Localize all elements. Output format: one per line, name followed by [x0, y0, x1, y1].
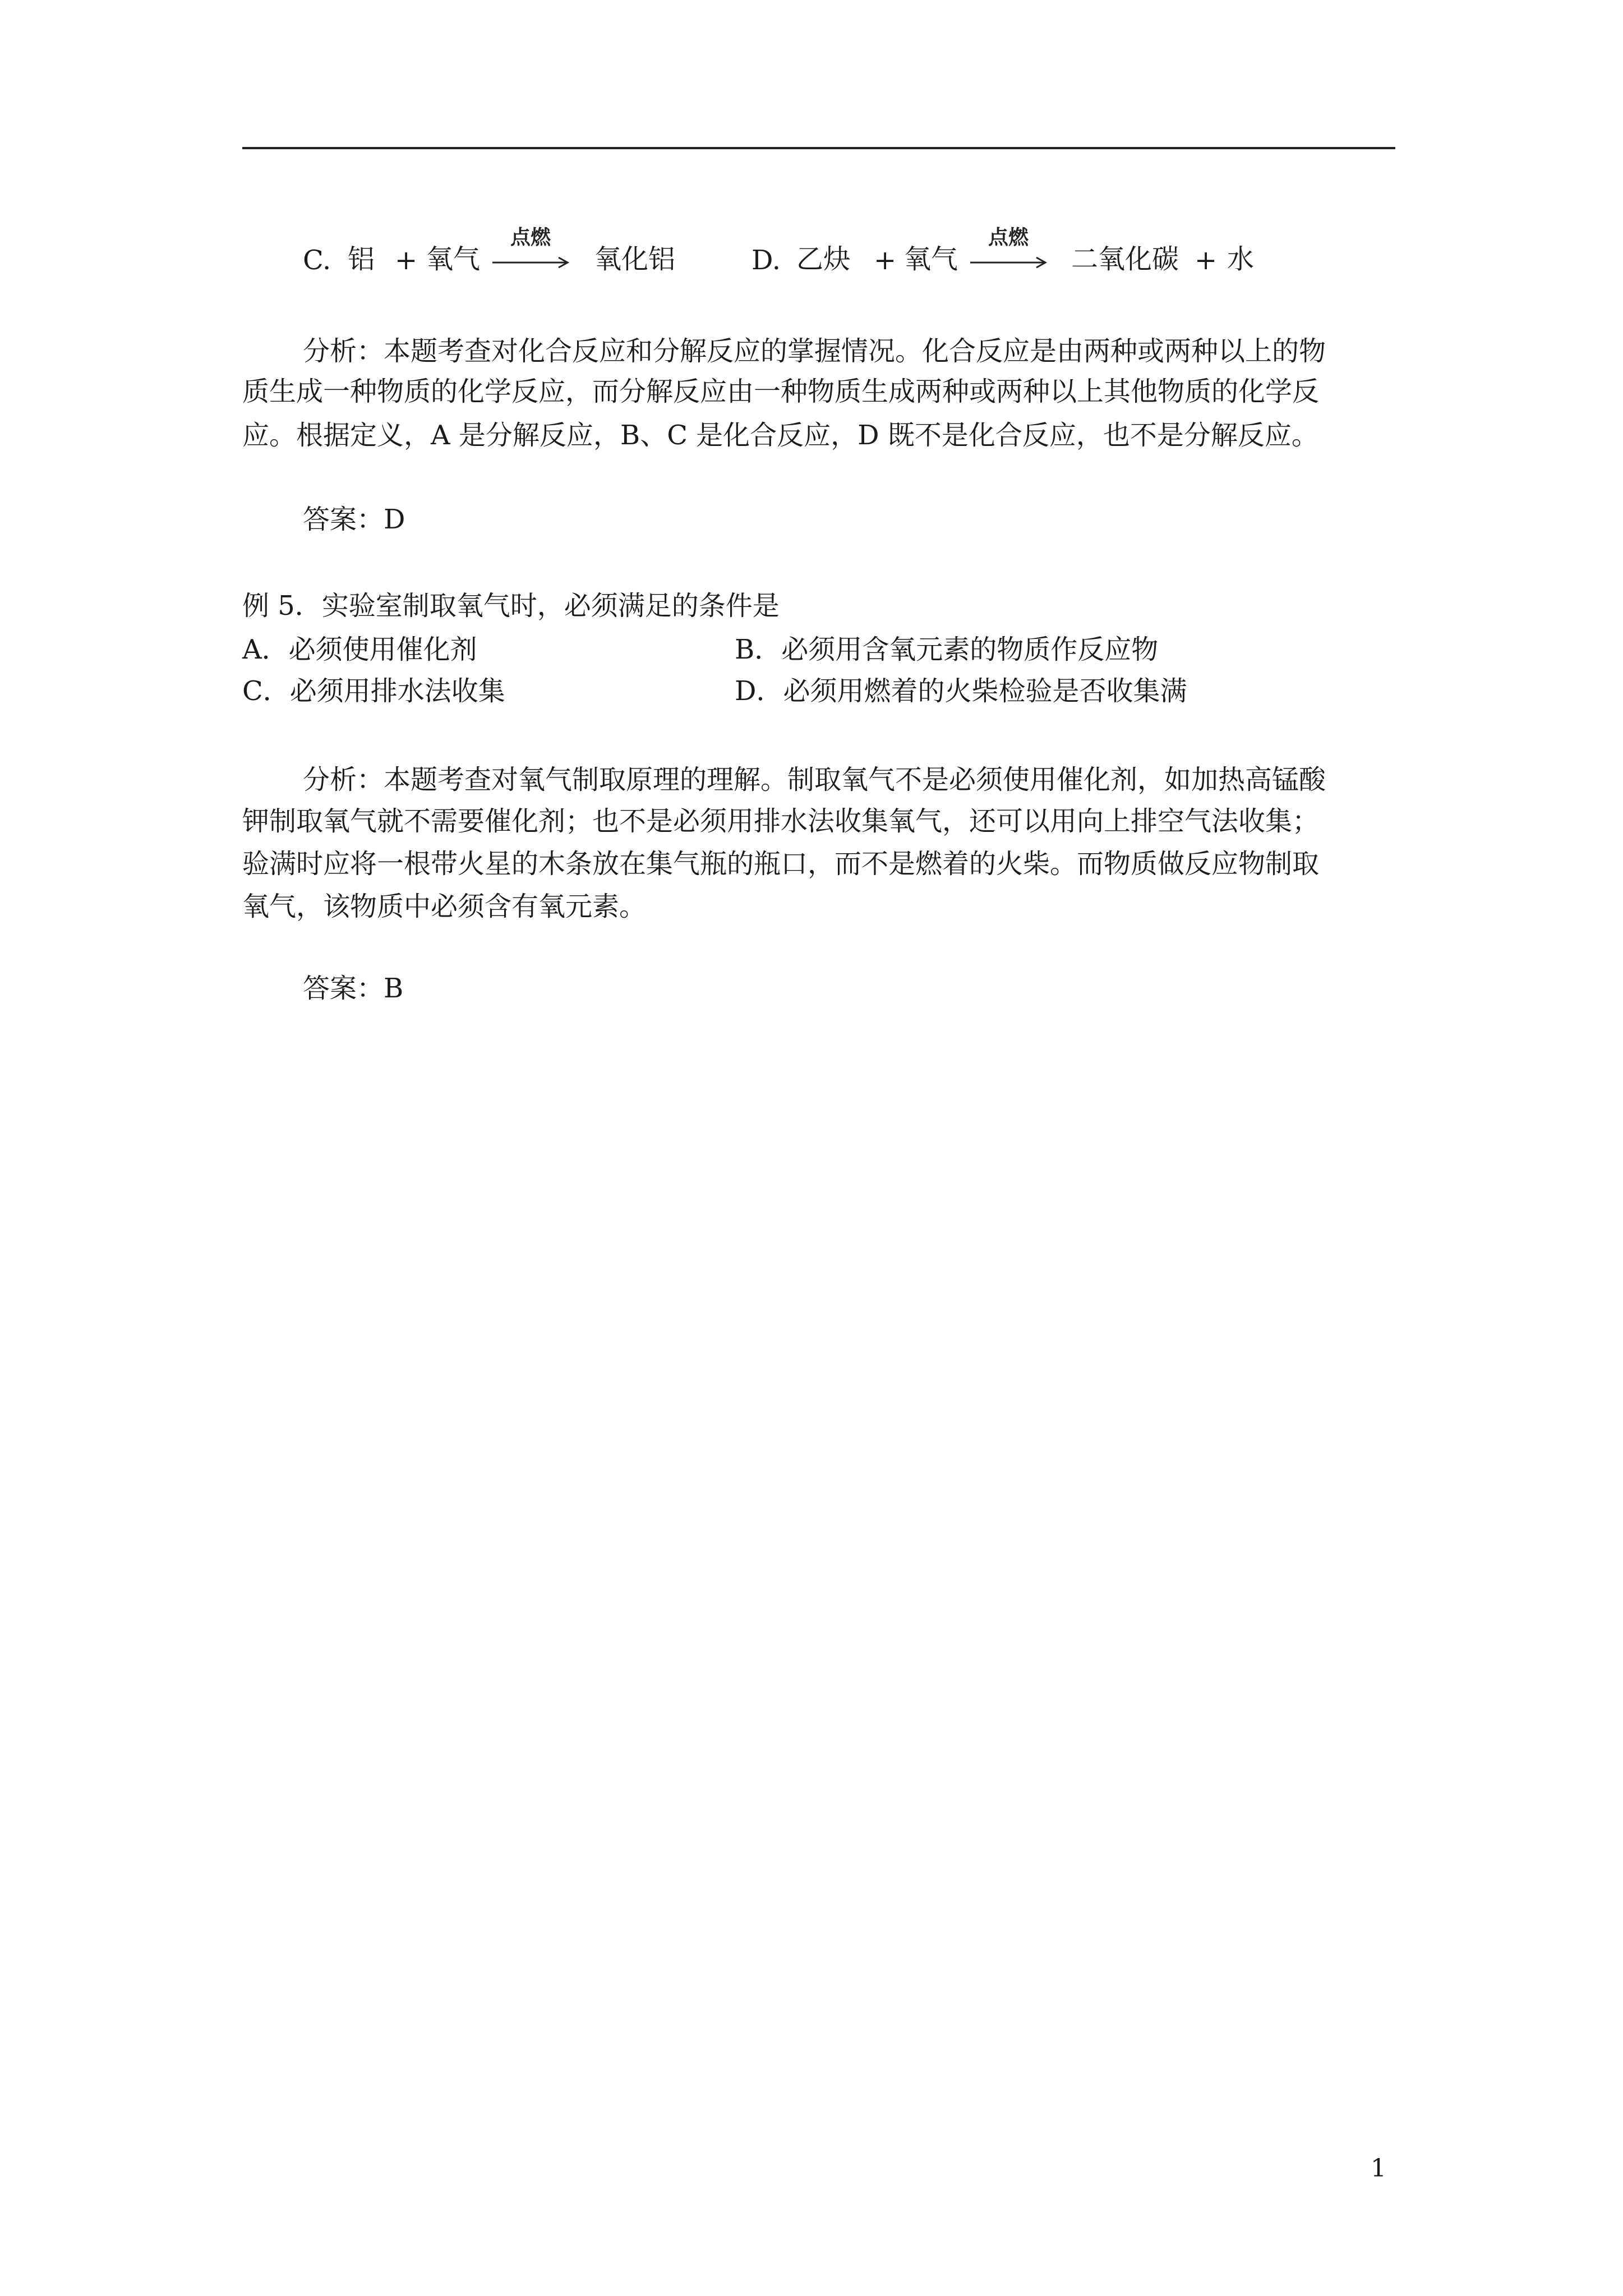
equation-d-label: D.: [751, 245, 781, 276]
example5-option-d: D．必须用燃着的火柴检验是否收集满: [735, 675, 1187, 707]
equation-d-plus2: +: [1195, 245, 1218, 276]
equation-c-condition: 点燃: [510, 226, 551, 249]
equation-c-reactant2: 氧气: [426, 243, 481, 275]
equation-c-label: C.: [303, 245, 331, 276]
example5-option-c: C．必须用排水法收集: [242, 675, 505, 707]
example5-option-b: B．必须用含氧元素的物质作反应物: [735, 634, 1159, 665]
analysis2-line4: 氧气，该物质中必须含有氧元素。: [242, 891, 647, 922]
equation-d-arrow: [969, 227, 1048, 272]
header-rule: [242, 147, 1395, 149]
answer2: 答案：B: [303, 973, 404, 1004]
equation-d-condition: 点燃: [988, 226, 1029, 249]
equation-d-reactant2: 氧气: [904, 243, 958, 275]
analysis2-line1: 分析：本题考查对氧气制取原理的理解。制取氧气不是必须使用催化剂，如加热高锰酸: [303, 764, 1326, 795]
analysis1-line1: 分析：本题考查对化合反应和分解反应的掌握情况。化合反应是由两种或两种以上的物: [303, 335, 1326, 367]
equation-d-plus: +: [874, 245, 897, 276]
right-arrow-icon: [969, 255, 1048, 272]
equation-d-product1: 二氧化碳: [1071, 243, 1179, 275]
equation-c-arrow: [491, 227, 570, 272]
equation-c-reactant1: 铝: [348, 243, 375, 275]
equation-c-plus: +: [395, 245, 418, 276]
equation-d-reactant1: 乙炔: [796, 243, 851, 275]
answer1: 答案：D: [303, 504, 405, 535]
example5-question: 例 5．实验室制取氧气时，必须满足的条件是: [242, 590, 780, 622]
analysis1-line2: 质生成一种物质的化学反应，而分解反应由一种物质生成两种或两种以上其他物质的化学反: [242, 376, 1320, 407]
equation-c: [303, 219, 695, 280]
page-number: 1: [1371, 2154, 1386, 2183]
example5-option-a: A．必须使用催化剂: [242, 634, 477, 665]
analysis2-line2: 钾制取氧气就不需要催化剂；也不是必须用排水法收集氧气，还可以用向上排空气法收集；: [242, 806, 1320, 837]
analysis2-line3: 验满时应将一根带火星的木条放在集气瓶的瓶口，而不是燃着的火柴。而物质做反应物制取: [242, 848, 1320, 880]
equation-d-product2: 水: [1227, 243, 1255, 275]
equation-d: [751, 219, 1537, 280]
equation-c-product: 氧化铝: [594, 243, 676, 275]
right-arrow-icon: [491, 255, 570, 272]
analysis1-line3: 应。根据定义，A 是分解反应，B、C 是化合反应，D 既不是化合反应，也不是分解反应。: [242, 420, 1318, 451]
